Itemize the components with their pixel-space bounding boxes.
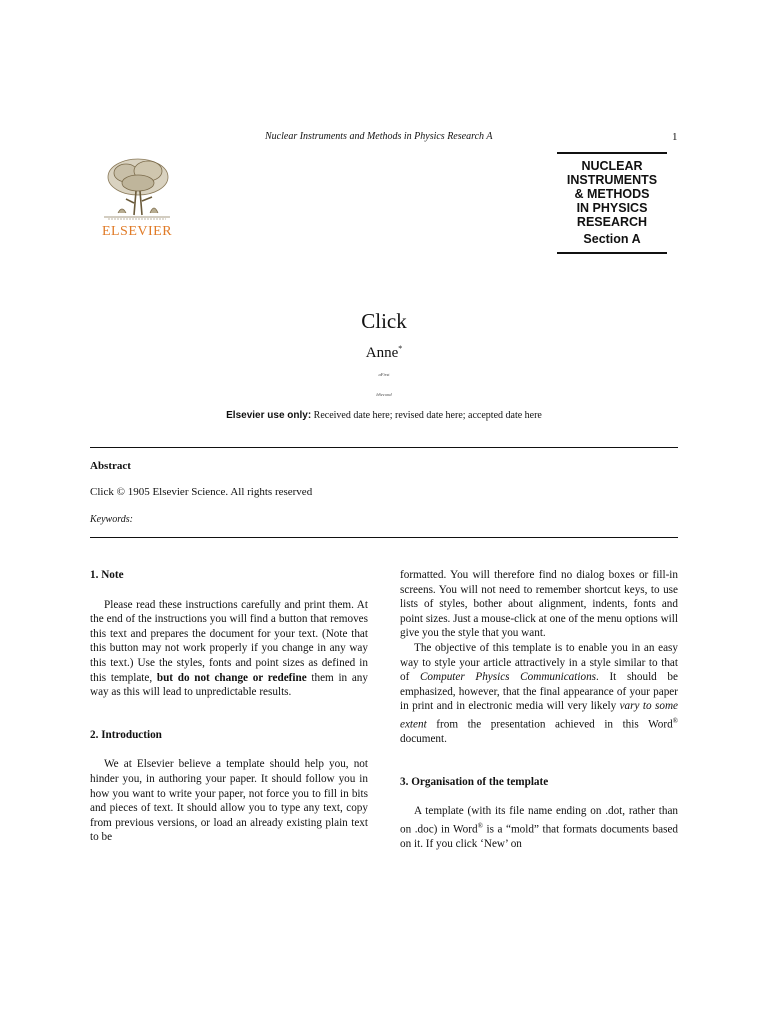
section-heading: 3. Organisation of the template [400, 775, 549, 788]
paragraph [90, 598, 368, 700]
journal-line: IN PHYSICS [576, 201, 648, 215]
left-column [90, 568, 368, 845]
right-column [400, 568, 678, 852]
section-heading: 1. Note [90, 569, 124, 581]
dates-line [0, 410, 768, 421]
text-run: A template (with its file name ending on .dot, rather than on .doc) in Word [400, 805, 678, 836]
publisher-name: ELSEVIER [101, 224, 173, 239]
bold-run: but do not change or redefine [156, 671, 307, 684]
abstract-heading: Abstract [90, 460, 131, 472]
dates-label: Elsevier use only: [226, 410, 312, 421]
abstract-text: Click © 1905 Elsevier Science. All rights reserved [90, 486, 313, 498]
text-run: Please read these instructions carefully and print them. At the end of the instructions you will find a button that removes this text and prepares the document for your text. (Note that this button may not work properly if you change in any way this text.) Use the styles, fonts and point sizes as defined in this template, [90, 598, 368, 684]
paragraph [400, 641, 678, 747]
author-name: Anne [365, 345, 399, 361]
affiliation-first: aFirst [378, 372, 390, 377]
divider-top [90, 447, 678, 448]
text-run: from the presentation achieved in this Word [426, 718, 673, 731]
keywords-label: Keywords: [90, 514, 133, 525]
text-run: The objective of this template is to enable you in an easy way to style your article attractively in a style similar to that of [400, 641, 678, 684]
journal-line: NUCLEAR [581, 159, 643, 173]
running-header: Nuclear Instruments and Methods in Physics Research A [265, 131, 493, 142]
divider-bottom [90, 537, 678, 538]
paragraph: We at Elsevier believe a template should help you, not hinder you, in authoring your paper. It should follow you in how you want to write your paper, not force you to fill in bits and pieces of text. It should allow you to type any text, copy from previous versions, or load an already existing plain text to be [90, 758, 368, 844]
journal-line: RESEARCH [576, 215, 648, 229]
text-run: them in any way as this will lead to unpredictable results. [90, 671, 368, 699]
journal-line: INSTRUMENTS [566, 173, 658, 187]
section-heading: 2. Introduction [90, 728, 162, 741]
paragraph [400, 804, 678, 852]
affiliation-second: bSecond [376, 392, 392, 397]
tree-logo-icon [98, 155, 176, 223]
italic-run: vary to some extent [400, 700, 678, 731]
registered-mark: ® [477, 822, 483, 831]
journal-box [557, 152, 667, 254]
text-run: is a “mold” that formats documents based on it. If you click ‘New’ on [400, 823, 678, 851]
article-author [0, 344, 768, 362]
dates-text: Received date here; revised date here; accepted date here [311, 410, 542, 421]
article-title: Click [361, 309, 407, 333]
registered-mark: ® [672, 716, 678, 725]
author-mark: * [398, 344, 403, 353]
text-run: document. [400, 733, 447, 746]
journal-section: Section A [583, 232, 641, 246]
italic-run: Computer Physics Communications [419, 671, 597, 684]
page-number: 1 [672, 131, 678, 143]
text-run: . It should be emphasized, however, that the final appearance of your paper in print and in electronic media will very likely [400, 671, 678, 713]
paragraph: formatted. You will therefore find no dialog boxes or fill-in screens. You will not need to remember shortcut keys, to use lists of styles, bother about alignment, indents, fonts and point sizes. Just a mouse-click at one of the menu options will give you the style that you want. [400, 569, 678, 640]
journal-line: & METHODS [574, 187, 650, 201]
elsevier-logo [98, 155, 176, 240]
